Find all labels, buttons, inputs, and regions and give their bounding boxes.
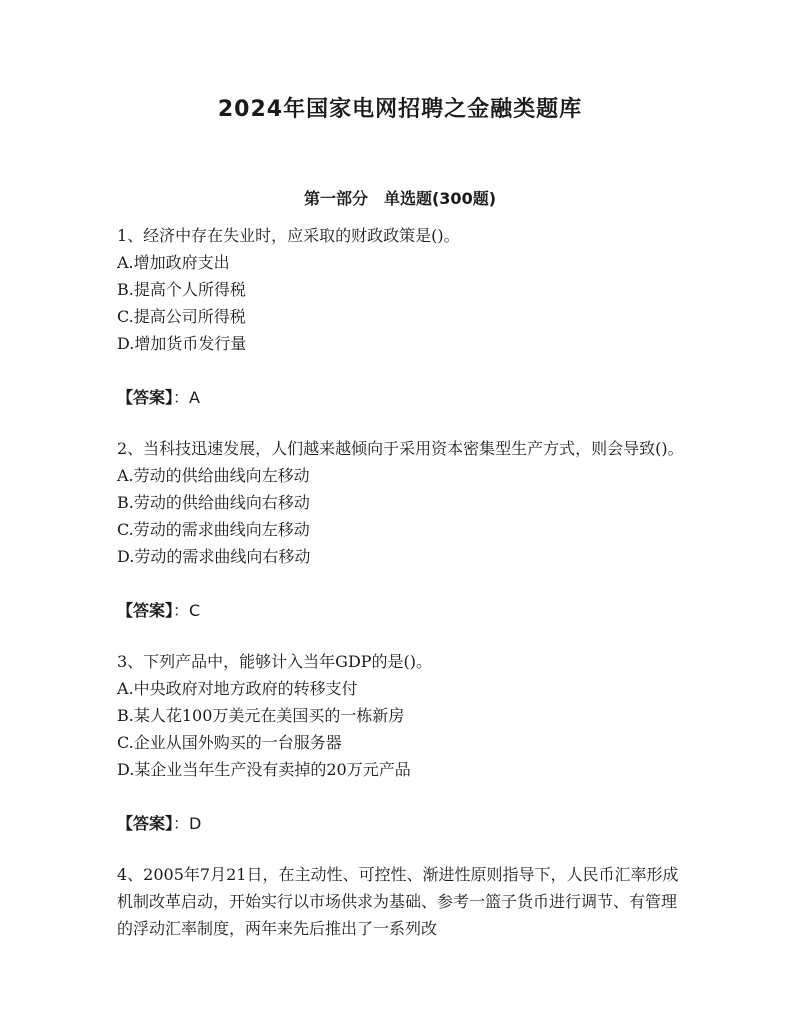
- document-title: 2024年国家电网招聘之金融类题库: [217, 97, 583, 122]
- question-4: [117, 861, 687, 942]
- question-3: [117, 648, 687, 837]
- answer-label: 【答案】: [117, 814, 174, 833]
- option-b: B.提高个人所得税: [117, 280, 246, 299]
- option-d: D.增加货币发行量: [117, 334, 247, 353]
- answer-line: [117, 810, 687, 837]
- option-a: A.增加政府支出: [117, 253, 230, 272]
- answer-value: ：C: [173, 601, 201, 620]
- option-d: D.劳动的需求曲线向右移动: [117, 547, 311, 566]
- option-c: C.企业从国外购买的一台服务器: [117, 733, 342, 752]
- option-b: B.劳动的供给曲线向右移动: [117, 493, 310, 512]
- option-b: B.某人花100万美元在美国买的一栋新房: [117, 706, 405, 725]
- question-text: 1、经济中存在失业时，应采取的财政政策是()。: [117, 226, 460, 245]
- answer-value: ：A: [173, 388, 200, 407]
- answer-line: [117, 384, 687, 411]
- answer-label: 【答案】: [117, 601, 174, 620]
- question-text: 2、当科技迅速发展，人们越来越倾向于采用资本密集型生产方式，则会导致()。: [117, 439, 684, 458]
- question-1: [117, 222, 687, 411]
- option-c: C.劳动的需求曲线向左移动: [117, 520, 310, 539]
- option-c: C.提高公司所得税: [117, 307, 246, 326]
- option-d: D.某企业当年生产没有卖掉的20万元产品: [117, 760, 411, 779]
- answer-value: ：D: [173, 814, 202, 833]
- option-a: A.中央政府对地方政府的转移支付: [117, 679, 358, 698]
- option-a: A.劳动的供给曲线向左移动: [117, 466, 310, 485]
- question-list: [117, 222, 687, 942]
- question-text: 3、下列产品中，能够计入当年GDP的是()。: [117, 652, 433, 671]
- answer-label: 【答案】: [117, 388, 174, 407]
- question-text: 4、2005年7月21日，在主动性、可控性、渐进性原则指导下，人民币汇率形成机制改革启动，开始实行以市场供求为基础、参考一篮子货币进行调节、有管理的浮动汇率制度，两年来先后推出了一系列改: [117, 865, 679, 938]
- question-2: [117, 435, 687, 624]
- section-heading: 第一部分 单选题(300题): [303, 189, 497, 208]
- answer-line: [117, 597, 687, 624]
